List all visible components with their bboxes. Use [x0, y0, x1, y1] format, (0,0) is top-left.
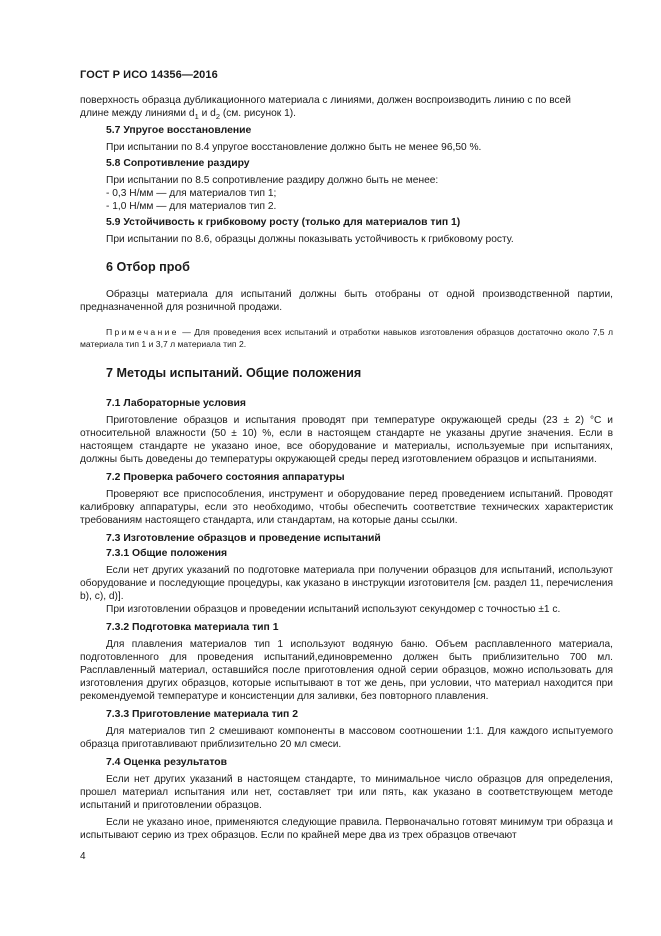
section-7-body	[80, 397, 613, 842]
section-heading: 7.3 Изготовление образцов и проведение испытаний	[106, 533, 381, 544]
continuation-line-2: длине между линиями $d_1$ и $d_2$ (см. рисунок 1).	[80, 108, 296, 121]
section-heading: 7.2 Проверка рабочего состояния аппаратуры	[106, 472, 345, 483]
note-label: Примечание	[106, 327, 179, 337]
section-7-heading-wrap	[106, 367, 613, 380]
paragraph: Если нет других указаний по подготовке материала при получении образцов для испытаний, используют оборудование и последующие процедуры, как указано в инструкции изготовителя [см. раздел 11, перечисления b), c), d)].	[80, 565, 613, 602]
paragraph: При испытании по 8.6, образцы должны показывать устойчивость к грибковому росту.	[106, 234, 514, 245]
chapter-heading: 6 Отбор проб	[106, 260, 190, 274]
chapter-heading: 7 Методы испытаний. Общие положения	[106, 366, 362, 380]
section-5-9	[106, 216, 613, 246]
section-heading: 7.3.3 Приготовление материала тип 2	[106, 709, 298, 720]
paragraph: Проверяют все приспособления, инструмент и оборудование перед проведением испытаний. Проводят калибровку аппаратуры, если это необходимо, чтобы обеспечить соответствие технических характеристик требованиям настоящего стандарта, или стандартам, на которые даны ссылки.	[80, 489, 613, 526]
paragraph: При испытании по 8.4 упругое восстановление должно быть не менее 96,50 %.	[106, 142, 482, 153]
paragraph: Приготовление образцов и испытания проводят при температуре окружающей среды (23 ± 2) °С и относительной влажности (50 ± 10) %, если в настоящем стандарте не указаны другие значения. Если в настоящем стандарте не указано иное, все оборудование и материалы, используемые при испытаниях, должны быть доведены до температуры окружающей среды перед изготовлением образцов и испытаниями.	[80, 415, 613, 465]
section-5-7	[106, 124, 613, 154]
section-heading: 5.7 Упругое восстановление	[106, 125, 252, 136]
paragraph: При изготовлении образцов и проведении испытаний используют секундомер с точностью ±1 с.	[106, 604, 561, 615]
list-item: - 0,3 Н/мм — для материалов тип 1;	[106, 188, 277, 199]
paragraph: Для материалов тип 2 смешивают компоненты в массовом соотношении 1:1. Для каждого испытуемого образца приготавливают приблизительно 20 мл смеси.	[80, 726, 613, 750]
continuation-line-1: поверхность образца дубликационного материала с линиями, должен воспроизводить линию c по всей	[80, 95, 572, 106]
paragraph: Образцы материала для испытаний должны быть отобраны от одной производственной партии, предназначенной для розничной продажи.	[80, 289, 613, 313]
page-header: ГОСТ Р ИСО 14356—2016	[80, 69, 218, 81]
list-item: - 1,0 Н/мм — для материалов тип 2.	[106, 201, 277, 212]
paragraph: При испытании по 8.5 сопротивление раздиру должно быть не менее:	[106, 175, 439, 186]
section-5-8	[106, 157, 613, 213]
section-6-heading-wrap	[106, 261, 613, 274]
section-heading: 7.3.2 Подготовка материала тип 1	[106, 622, 279, 633]
section-heading: 7.3.1 Общие положения	[106, 548, 228, 559]
section-heading: 5.9 Устойчивость к грибковому росту (только для материалов тип 1)	[106, 217, 461, 228]
section-6-body	[80, 288, 613, 350]
page-number: 4	[80, 851, 86, 862]
note-text: — Для проведения всех испытаний и отработки навыков изготовления образцов достаточно около 7,5 л материала тип 1 и 3,7 л материала тип 2.	[80, 327, 613, 349]
section-heading: 7.1 Лабораторные условия	[106, 398, 246, 409]
note	[80, 326, 613, 350]
section-heading: 7.4 Оценка результатов	[106, 757, 228, 768]
paragraph: Если не указано иное, применяются следующие правила. Первоначально готовят минимум три образца и испытывают серию из трех образцов. Если по крайней мере два из трех образцов отвечают	[80, 817, 613, 841]
continuation-block	[80, 94, 613, 120]
paragraph: Для плавления материалов тип 1 используют водяную баню. Объем расплавленного материала, подготовленного для проведения испытаний,единовременно должен быть приблизительно 700 мл. Расплавленный материал, оставшийся после приготовления одной серии образцов, можно использовать для изготовления других образцов, которые испытывают в тот же день, при условии, что материал находится при рекомендуемой температуре и консистенции для заливки, без повторного плавления.	[80, 639, 613, 702]
section-heading: 5.8 Сопротивление раздиру	[106, 158, 250, 169]
paragraph: Если нет других указаний в настоящем стандарте, то минимальное число образцов для определения, прошел материал испытания или нет, составляет три или пять, как указано в соответствующем методе испытаний и приготовлении образцов.	[80, 774, 613, 811]
